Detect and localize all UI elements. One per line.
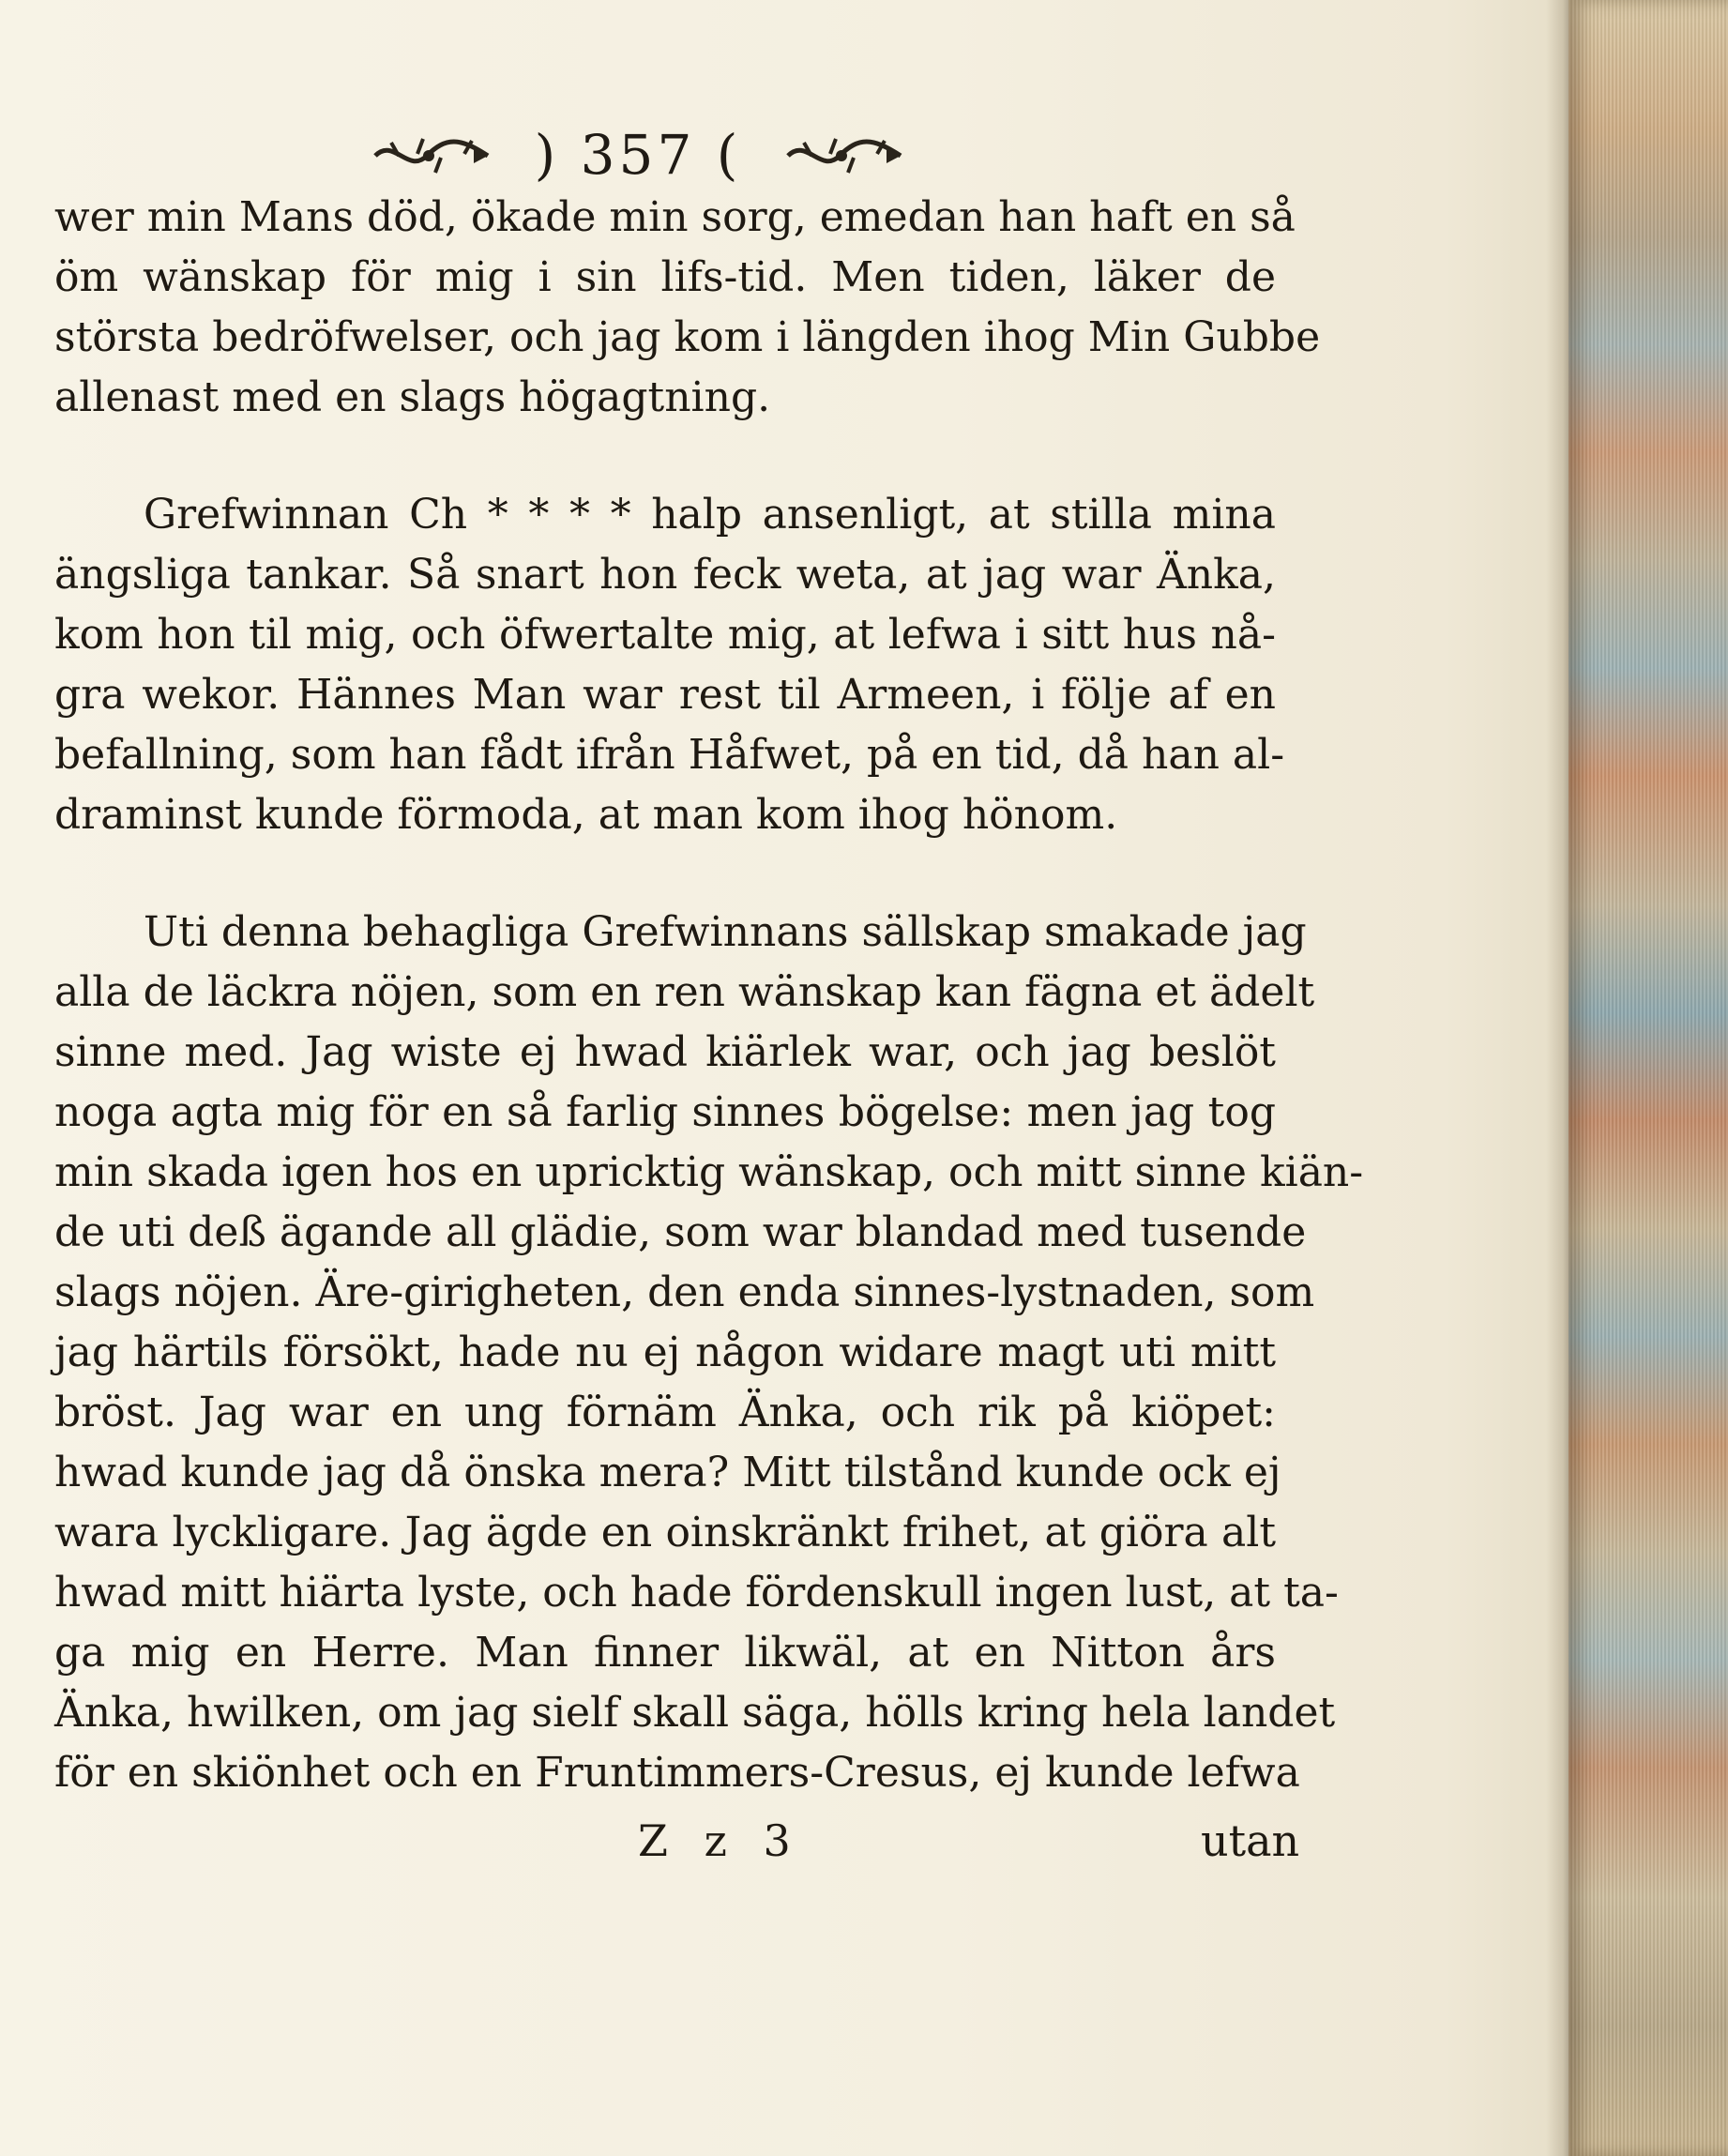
text-line: ga mig en Herre. Man finner likwäl, at en Nitton års — [54, 1629, 1276, 1677]
text-line: bröst. Jag war en ung förnäm Änka, och rik på kiöpet: — [54, 1389, 1276, 1436]
vine-ornament-icon — [371, 128, 493, 184]
paragraph — [54, 188, 1321, 428]
text-line: Uti denna behagliga Grefwinnans sällskap smakade jag — [144, 908, 1307, 956]
page-footer — [0, 1815, 1313, 1881]
text-line: för en skiönhet och en Fruntimmers-Cresus, ej kunde lefwa — [54, 1749, 1300, 1797]
text-line: ängsliga tankar. Så snart hon feck weta, at jag war Änka, — [54, 551, 1276, 599]
signature-mark: Z z 3 — [638, 1815, 802, 1866]
text-line: gra wekor. Hännes Man war rest til Armeen, i följe af en — [54, 671, 1276, 719]
text-line: Grefwinnan Ch * * * * halp ansenligt, at stilla mina — [144, 491, 1276, 539]
paragraph — [54, 485, 1285, 845]
text-line: de uti deß ägande all glädie, som war blandad med tusende — [54, 1208, 1307, 1256]
body-text — [54, 188, 1364, 1803]
text-line: största bedröfwelser, och jag kom i längden ihog Min Gubbe — [54, 313, 1321, 361]
text-line: slags nöjen. Äre-girigheten, den enda sinnes-lystnaden, som — [54, 1268, 1315, 1316]
text-line: kom hon til mig, och öfwertalte mig, at lefwa i sitt hus nå- — [54, 611, 1276, 659]
text-line: Änka, hwilken, om jag sielf skall säga, hölls kring hela landet — [54, 1689, 1336, 1737]
paragraph — [54, 903, 1364, 1803]
catchword: utan — [1201, 1815, 1300, 1866]
text-line: hwad mitt hiärta lyste, och hade fördenskull ingen lust, at ta- — [54, 1569, 1339, 1617]
text-line: wara lyckligare. Jag ägde en oinskränkt frihet, at giöra alt — [54, 1509, 1276, 1556]
running-header — [371, 122, 905, 197]
text-line: sinne med. Jag wiste ej hwad kiärlek war, och jag beslöt — [54, 1028, 1276, 1076]
text-line: hwad kunde jag då önska mera? Mitt tilstånd kunde ock ej — [54, 1449, 1281, 1496]
text-line: wer min Mans död, ökade min sorg, emedan han haft en så — [54, 193, 1296, 241]
text-line: allenast med en slags högagtning. — [54, 373, 771, 421]
text-line: alla de läckra nöjen, som en ren wänskap kan fägna et ädelt — [54, 968, 1315, 1016]
book-page-edges — [1569, 0, 1728, 2156]
page-gutter-shadow — [1546, 0, 1570, 2156]
page-number: ) 357 ( — [534, 123, 742, 187]
text-line: noga agta mig för en så farlig sinnes bögelse: men jag tog — [54, 1088, 1276, 1136]
text-line: befallning, som han fådt ifrån Håfwet, på en tid, då han al- — [54, 731, 1285, 779]
vine-ornament-icon — [783, 128, 905, 184]
text-line: min skada igen hos en upricktig wänskap, och mitt sinne kiän- — [54, 1148, 1364, 1196]
text-line: jag härtils försökt, hade nu ej någon widare magt uti mitt — [54, 1329, 1276, 1376]
text-line: draminst kunde förmoda, at man kom ihog hönom. — [54, 791, 1118, 839]
text-line: öm wänskap för mig i sin lifs-tid. Men tiden, läker de — [54, 253, 1276, 301]
